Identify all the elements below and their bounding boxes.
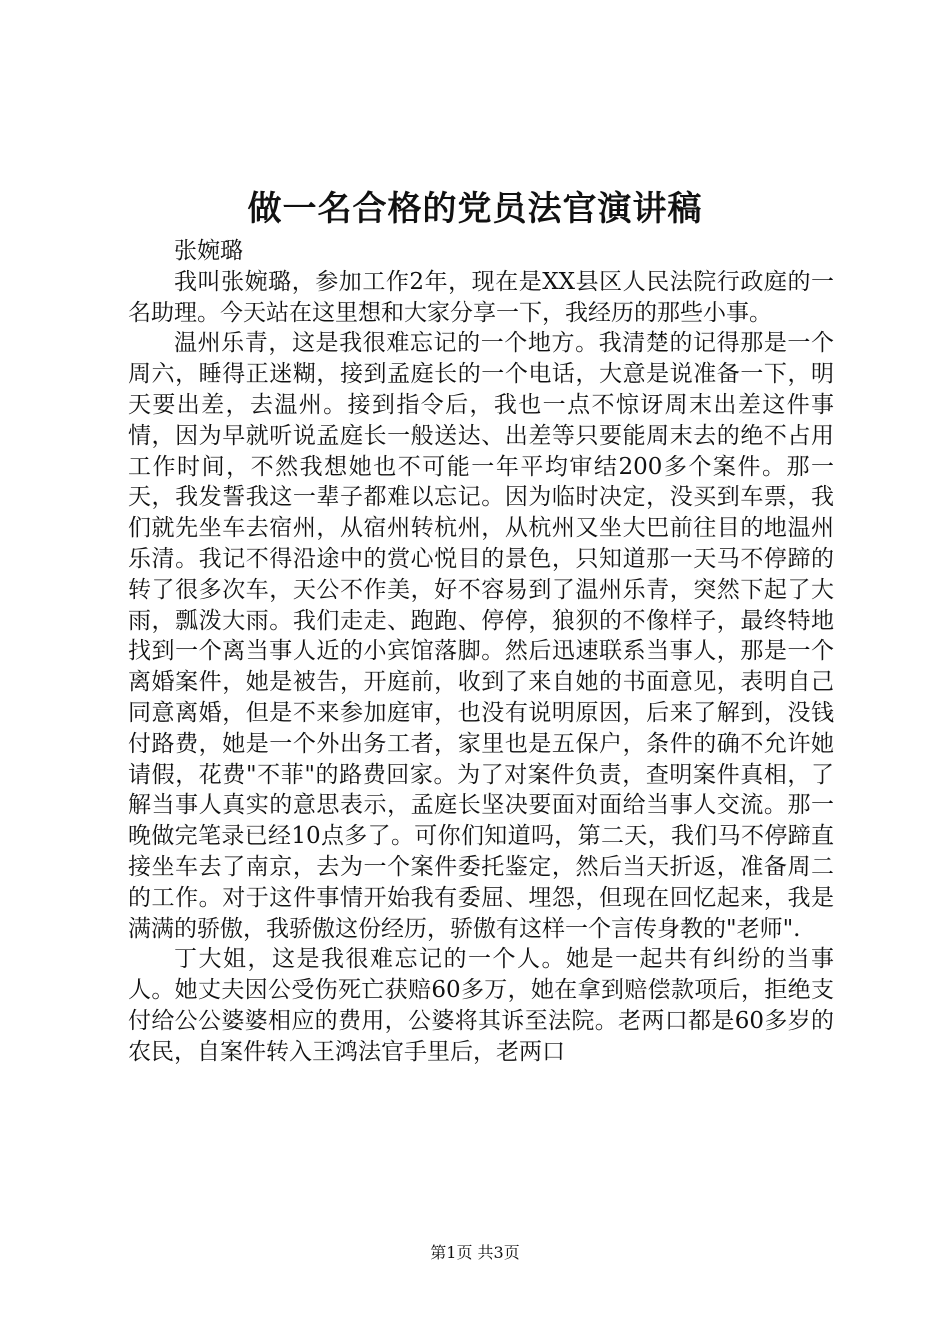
document-body [128, 236, 834, 1068]
paragraph: 温州乐青，这是我很难忘记的一个地方。我清楚的记得那是一个周六，睡得正迷糊，接到孟庭长的一个电话，大意是说准备一下，明天要出差，去温州。接到指令后，我也一点不惊讶周末出差这件事情，因为早就听说孟庭长一般送达、出差等只要能周末去的绝不占用工作时间，不然我想她也不可能一年平均审结200多个案件。那一天，我发誓我这一辈子都难以忘记。因为临时决定，没买到车票，我们就先坐车去宿州，从宿州转杭州，从杭州又坐大巴前往目的地温州乐清。我记不得沿途中的赏心悦目的景色，只知道那一天马不停蹄的转了很多次车，天公不作美，好不容易到了温州乐青，突然下起了大雨，瓢泼大雨。我们走走、跑跑、停停，狼狈的不像样子，最终特地找到一个离当事人近的小宾馆落脚。然后迅速联系当事人，那是一个离婚案件，她是被告，开庭前，收到了来自她的书面意见，表明自己同意离婚，但是不来参加庭审，也没有说明原因，后来了解到，没钱付路费，她是一个外出务工者，家里也是五保户，条件的确不允许她请假，花费"不菲"的路费回家。为了对案件负责，查明案件真相，了解当事人真实的意思表示，孟庭长坚决要面对面给当事人交流。那一晚做完笔录已经10点多了。可你们知道吗，第二天，我们马不停蹄直接坐车去了南京，去为一个案件委托鉴定，然后当天折返，准备周二的工作。对于这件事情开始我有委屈、埋怨，但现在回忆起来，我是满满的骄傲，我骄傲这份经历，骄傲有这样一个言传身教的"老师". [128, 330, 834, 942]
page-footer: 第1页 共3页 [430, 1243, 520, 1262]
document-title: 做一名合格的党员法官演讲稿 [247, 189, 703, 229]
paragraph: 我叫张婉璐，参加工作2年，现在是XX县区人民法院行政庭的一名助理。今天站在这里想和大家分享一下，我经历的那些小事。 [128, 268, 834, 326]
paragraph: 丁大姐，这是我很难忘记的一个人。她是一起共有纠纷的当事人。她丈夫因公受伤死亡获赔60多万，她在拿到赔偿款项后，拒绝支付给公公婆婆相应的费用，公婆将其诉至法院。老两口都是60多岁的农民，自案件转入王鸿法官手里后，老两口 [128, 946, 834, 1065]
author-line: 张婉璐 [174, 238, 243, 264]
